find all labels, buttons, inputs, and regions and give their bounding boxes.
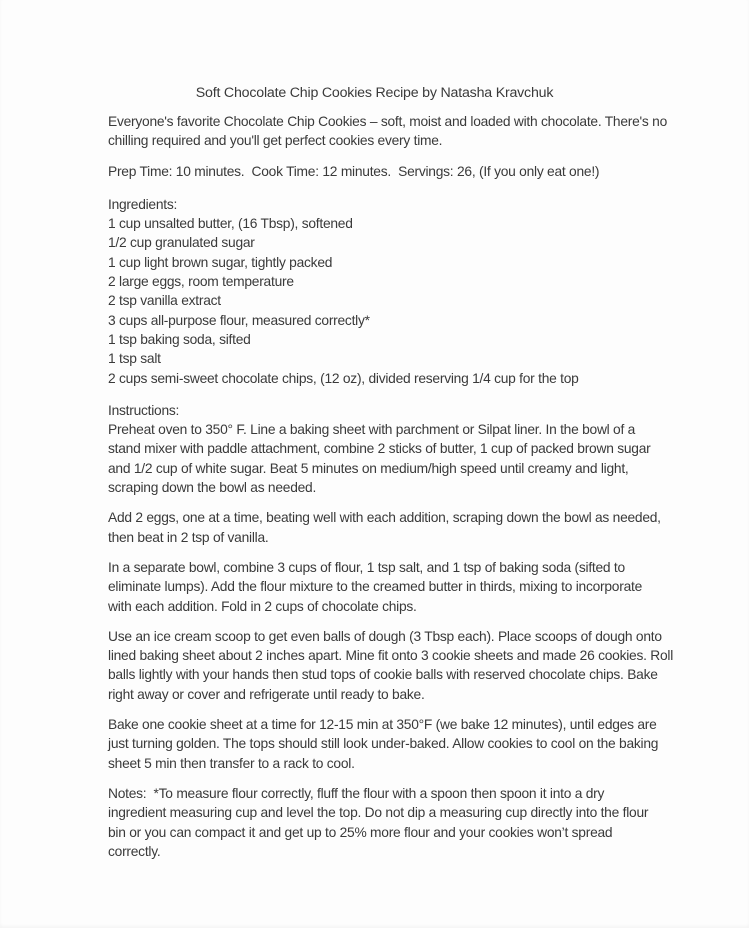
text-line: 1 tsp baking soda, sifted — [108, 331, 251, 347]
recipe-title: Soft Chocolate Chip Cookies Recipe by Natasha Kravchuk — [195, 85, 554, 101]
instruction-paragraph-scoop-dough — [108, 627, 728, 704]
text-line: Everyone's favorite Chocolate Chip Cookies – soft, moist and loaded with chocolate. There's no — [108, 114, 668, 129]
text-line: then beat in 2 tsp of vanilla. — [108, 529, 269, 545]
text-line: and 1/2 cup of white sugar. Beat 5 minutes on medium/high speed until creamy and light, — [108, 460, 629, 476]
prep-cook-servings-line: Prep Time: 10 minutes. Cook Time: 12 minutes. Servings: 26, (If you only eat one!) — [108, 163, 600, 179]
text-line: bin or you can compact it and get up to 25% more flour and your cookies won’t spread — [108, 824, 613, 840]
instruction-paragraph-eggs-vanilla — [108, 508, 728, 547]
text-line: sheet 5 min then transfer to a rack to cool. — [108, 755, 355, 771]
text-line: Add 2 eggs, one at a time, beating well with each addition, scraping down the bowl as needed, — [108, 510, 661, 526]
instruction-paragraph-dry-mix — [108, 558, 728, 616]
text-line: correctly. — [108, 843, 161, 859]
text-line: 1/2 cup granulated sugar — [108, 235, 255, 251]
text-line: with each addition. Fold in 2 cups of chocolate chips. — [108, 598, 417, 614]
text-line: balls lightly with your hands then stud tops of cookie balls with reserved chocolate chips. Bake — [108, 667, 658, 683]
instruction-paragraph-preheat-cream — [108, 420, 728, 497]
text-line: 2 cups semi-sweet chocolate chips, (12 oz), divided reserving 1/4 cup for the top — [108, 370, 579, 386]
document-body — [108, 112, 728, 872]
text-line: eliminate lumps). Add the flour mixture to the creamed butter in thirds, mixing to incorporate — [108, 579, 643, 595]
text-line: 1 cup unsalted butter, (16 Tbsp), softened — [108, 216, 353, 232]
text-line: Use an ice cream scoop to get even balls of dough (3 Tbsp each). Place scoops of dough onto — [108, 628, 662, 644]
text-line: Bake one cookie sheet at a time for 12-15 min at 350°F (we bake 12 minutes), until edges are — [108, 717, 657, 733]
instructions-heading: Instructions: — [108, 402, 180, 418]
text-line: chilling required and you'll get perfect cookies every time. — [108, 133, 443, 149]
ingredients-section — [108, 195, 728, 388]
instructions-section — [108, 401, 728, 773]
notes-paragraph — [108, 784, 728, 861]
text-line: 2 tsp vanilla extract — [108, 293, 221, 309]
text-line: In a separate bowl, combine 3 cups of flour, 1 tsp salt, and 1 tsp of baking soda (sifted to — [108, 559, 625, 575]
text-line: Notes: *To measure flour correctly, fluff the flour with a spoon then spoon it into a dry — [108, 785, 605, 801]
text-line: scraping down the bowl as needed. — [108, 480, 317, 496]
text-line: ingredient measuring cup and level the top. Do not dip a measuring cup directly into the flour — [108, 805, 649, 821]
ingredients-heading: Ingredients: — [108, 196, 178, 212]
text-line: just turning golden. The tops should still look under-baked. Allow cookies to cool on the baking — [108, 736, 659, 752]
intro-paragraph — [108, 112, 728, 151]
text-line: 1 cup light brown sugar, tightly packed — [108, 254, 333, 270]
text-line: lined baking sheet about 2 inches apart. Mine fit onto 3 cookie sheets and made 26 cookies. Roll — [108, 648, 674, 664]
instruction-paragraph-bake — [108, 715, 728, 773]
ingredients-list — [108, 214, 728, 388]
text-line: 1 tsp salt — [108, 351, 161, 367]
text-line: Preheat oven to 350° F. Line a baking sheet with parchment or Silpat liner. In the bowl of a — [108, 422, 636, 438]
text-line: right away or cover and refrigerate until ready to bake. — [108, 686, 425, 702]
text-line: 2 large eggs, room temperature — [108, 274, 294, 290]
text-line: 3 cups all-purpose flour, measured correctly* — [108, 312, 370, 328]
text-line: stand mixer with paddle attachment, combine 2 sticks of butter, 1 cup of packed brown sugar — [108, 441, 651, 457]
